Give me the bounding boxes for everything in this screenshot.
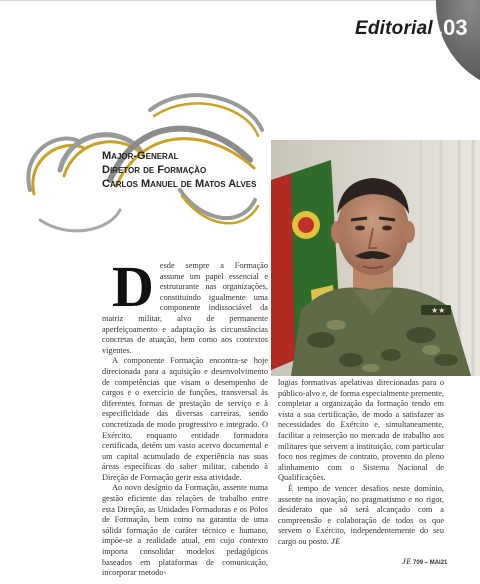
photo-portrait-officer — [271, 140, 480, 376]
folio-issue: 709 – MAI21 — [413, 560, 448, 566]
svg-text:★★: ★★ — [431, 306, 446, 315]
text-column-2 — [278, 378, 444, 548]
section-title: Editorial — [355, 18, 433, 39]
signoff-mark: JE — [330, 536, 341, 546]
author-role: Diretor de Formação — [102, 164, 207, 176]
author-block — [102, 149, 256, 191]
paragraph-2: A componente Formação encontra-se hoje direcionada para a aquisição e desenvolvimento de competências que visam o desempenho de cargos e o exercício de funções, transversal às diferentes formas de prestação de serviço e à especificidade das diversas carreiras, sendo concretizada de modo progressivo e integrado. O Exército, enquanto entidade formadora certificada, detém um vasto acervo documental e um capital acumulado de experiência nas suas áreas específicas do saber militar, cabendo à Direção de Formação gerir essa atividade. — [102, 356, 268, 482]
paragraph-5: É tempo de vencer desafios neste domínio, assente na inovação, no pragmatismo e no rigor, desiderato que só será alcançado com a compreensão e colaboração de todos os que servem o Exército, independentemente do seu cargo ou posto. JE — [278, 483, 444, 546]
author-rank: Major-General — [102, 150, 179, 162]
drop-cap: D — [112, 254, 154, 319]
section-number: .03 — [437, 15, 468, 40]
corner-tab — [436, 0, 480, 92]
text-column-1 — [102, 254, 268, 579]
top-rule — [0, 0, 480, 1]
author-name: Carlos Manuel de Matos Alves — [102, 178, 257, 190]
paragraph-1: Desde sempre a Formação assume um papel essencial e estruturante nas organizações, constituindo igualmente uma componente indissociável da matriz militar, alvo de permanente aperfeiçoamento e adaptação às circunstâncias concretas de atuação, bem como aos contextos vigentes. — [102, 254, 268, 355]
paragraph-3: Ao novo desígnio da Formação, assente numa gestão eficiente das relações de trabalho entre esta Direção, as Unidades Formadoras e os Polos de Formação, bem como na garantia de uma sólida formação de caráter técnico e humano, impõe-se a realidade atual, em cujo contexto importa consolidar modelos pedagógicos baseados em plataformas de comunicação, incorporar metodo- — [102, 483, 268, 578]
page-folio — [402, 557, 447, 566]
folio-mark: JE — [402, 557, 412, 566]
paragraph-4: logias formativas apelativas direcionadas para o público-alvo e, de forma especialmente premente, completar a organização da formação tendo em vista a sua certificação, de modo a satisfazer as necessidades do Exército e, simultaneamente, facilitar a reinserção no mercado de trabalho aos militares que servem a instituição, com particular foco nos regimes de contrato, provento do pleno alinhamento com o Sistema Nacional de Qualificações. — [278, 378, 444, 483]
